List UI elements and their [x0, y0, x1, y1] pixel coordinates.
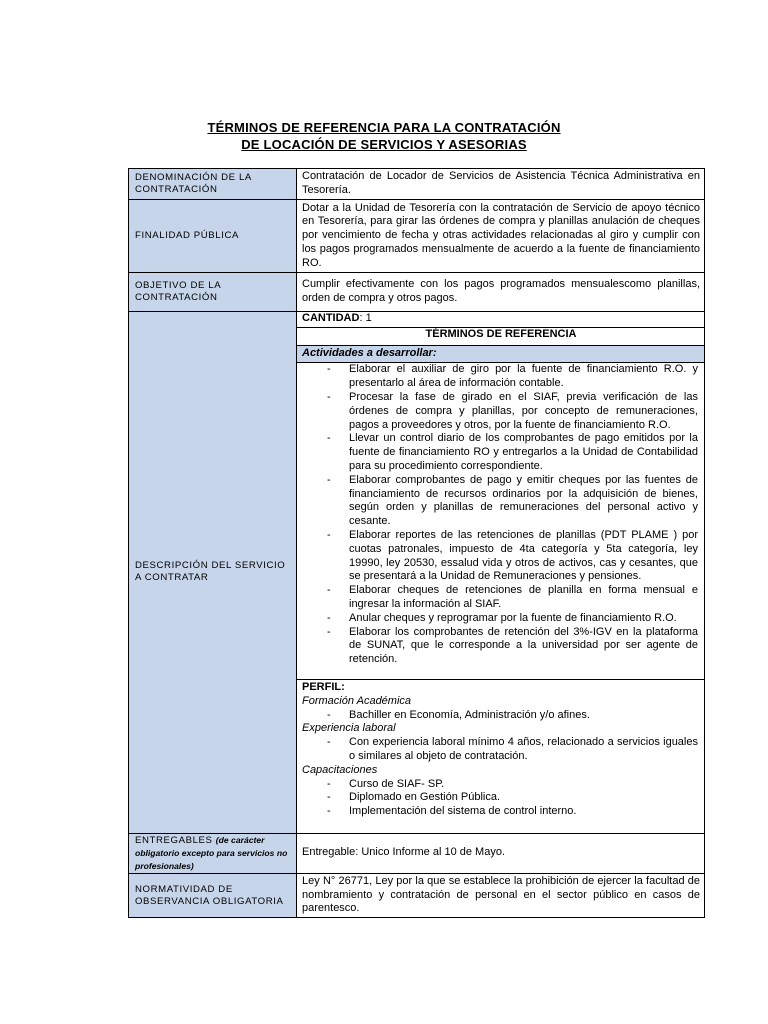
entregables-note: (de carácter obligatorio excepto para servicios no profesionales) [135, 834, 288, 871]
capacitacion-item: - Implementación del sistema de control interno. [302, 805, 698, 819]
formacion-header: Formación Académica [302, 694, 412, 707]
value-finalidad: Dotar a la Unidad de Tesorería con la contratación de Servicio de apoyo técnico en Tesorería, para girar las órdenes de compra y planillas anulación de cheques por vencimiento de fecha y otras actividades relacionadas al giro y cumplir con los pagos programados mensualmente de acuerdo a la fuente de financiamiento RO. [297, 200, 705, 273]
label-denominacion: DENOMINACIÓN DE LA CONTRATACIÓN [129, 169, 297, 200]
row-descripcion [129, 312, 705, 834]
value-denominacion: Contratación de Locador de Servicios de Asistencia Técnica Administrativa en Tesorería. [297, 169, 705, 200]
actividad-item: - Llevar un control diario de los comprobantes de pago emitidos por la fuente de financiamiento RO y entregarlos a la Unidad de Contabilidad para su procedimiento correspondiente. [302, 432, 698, 473]
experiencia-list [302, 736, 700, 764]
value-normatividad: Ley N° 26771, Ley por la que se establece la prohibición de ejercer la facultad de nombramiento y contratación de personal en el sector público en casos de parentesco. [297, 873, 705, 917]
value-entregables: Entregable: Unico Informe al 10 de Mayo. [297, 833, 705, 873]
formacion-list [302, 709, 700, 723]
actividad-item: - Elaborar los comprobantes de retención del 3%-IGV en la plataforma de SUNAT, que le corresponde a la universidad por ser agente de retención. [302, 626, 698, 667]
row-finalidad [129, 200, 705, 273]
value-descripcion [297, 312, 705, 834]
terms-table [128, 168, 705, 918]
row-entregables [129, 833, 705, 873]
document-title-line-2: DE LOCACIÓN DE SERVICIOS Y ASESORIAS [241, 137, 527, 152]
perfil-header: PERFIL: [302, 680, 345, 693]
row-normatividad [129, 873, 705, 917]
cantidad-line [297, 312, 704, 328]
perfil-section [297, 679, 704, 819]
terminos-header: TÉRMINOS DE REFERENCIA [425, 327, 577, 340]
capacitaciones-list [302, 778, 700, 819]
experiencia-header: Experiencia laboral [302, 722, 396, 735]
row-objetivo [129, 273, 705, 312]
actividades-header: Actividades a desarrollar: [297, 345, 704, 364]
capacitacion-item: - Curso de SIAF- SP. [302, 778, 698, 792]
actividad-item: - Procesar la fase de girado en el SIAF, previa verificación de las órdenes de compra y planillas, por concepto de remuneraciones, pagos a proveedores y otros, por la fuente de financiamiento R.O. [302, 391, 698, 432]
cantidad-value: : 1 [359, 312, 372, 324]
experiencia-item: - Con experiencia laboral mínimo 4 años, relacionado a servicios iguales o similares al objeto de contratación. [302, 736, 698, 764]
actividad-item: - Elaborar comprobantes de pago y emitir cheques por las fuentes de financiamiento de recursos ordinarios por la adquisición de bienes, según orden y planillas de remuneraciones del personal activo y cesante. [302, 474, 698, 529]
label-normatividad: NORMATIVIDAD DE OBSERVANCIA OBLIGATORIA [129, 873, 297, 917]
label-descripcion: DESCRIPCIÓN DEL SERVICIO A CONTRATAR [129, 312, 297, 834]
actividades-list [302, 363, 700, 667]
label-finalidad: FINALIDAD PÚBLICA [129, 200, 297, 273]
label-objetivo: OBJETIVO DE LA CONTRATACIÓN [129, 273, 297, 312]
cantidad-label: CANTIDAD [302, 312, 360, 324]
row-denominacion [129, 169, 705, 200]
value-objetivo: Cumplir efectivamente con los pagos programados mensualescomo planillas, orden de compra y otros pagos. [297, 273, 705, 312]
entregables-label: ENTREGABLES [135, 834, 213, 846]
actividad-item: - Elaborar cheques de retenciones de planilla en forma mensual e ingresar la información al SIAF. [302, 584, 698, 612]
capacitaciones-header: Capacitaciones [302, 763, 378, 776]
formacion-item: - Bachiller en Economía, Administración y/o afines. [302, 709, 698, 723]
actividad-item: - Elaborar el auxiliar de giro por la fuente de financiamiento R.O. y presentarlo al área de información contable. [302, 363, 698, 391]
label-entregables [129, 833, 297, 873]
actividad-item: - Elaborar reportes de las retenciones de planillas (PDT PLAME ) por cuotas patronales, impuesto de 4ta categoría y 5ta categoría, ley 19990, ley 20530, essalud vida y otros de activos, cas y cesantes, que se presentará a la Unidad de Remuneraciones y pensiones. [302, 529, 698, 584]
actividad-item: - Anular cheques y reprogramar por la fuente de financiamiento R.O. [302, 612, 698, 626]
document-title-line-1: TÉRMINOS DE REFERENCIA PARA LA CONTRATACIÓN [207, 120, 561, 135]
capacitacion-item: - Diplomado en Gestión Pública. [302, 791, 698, 805]
